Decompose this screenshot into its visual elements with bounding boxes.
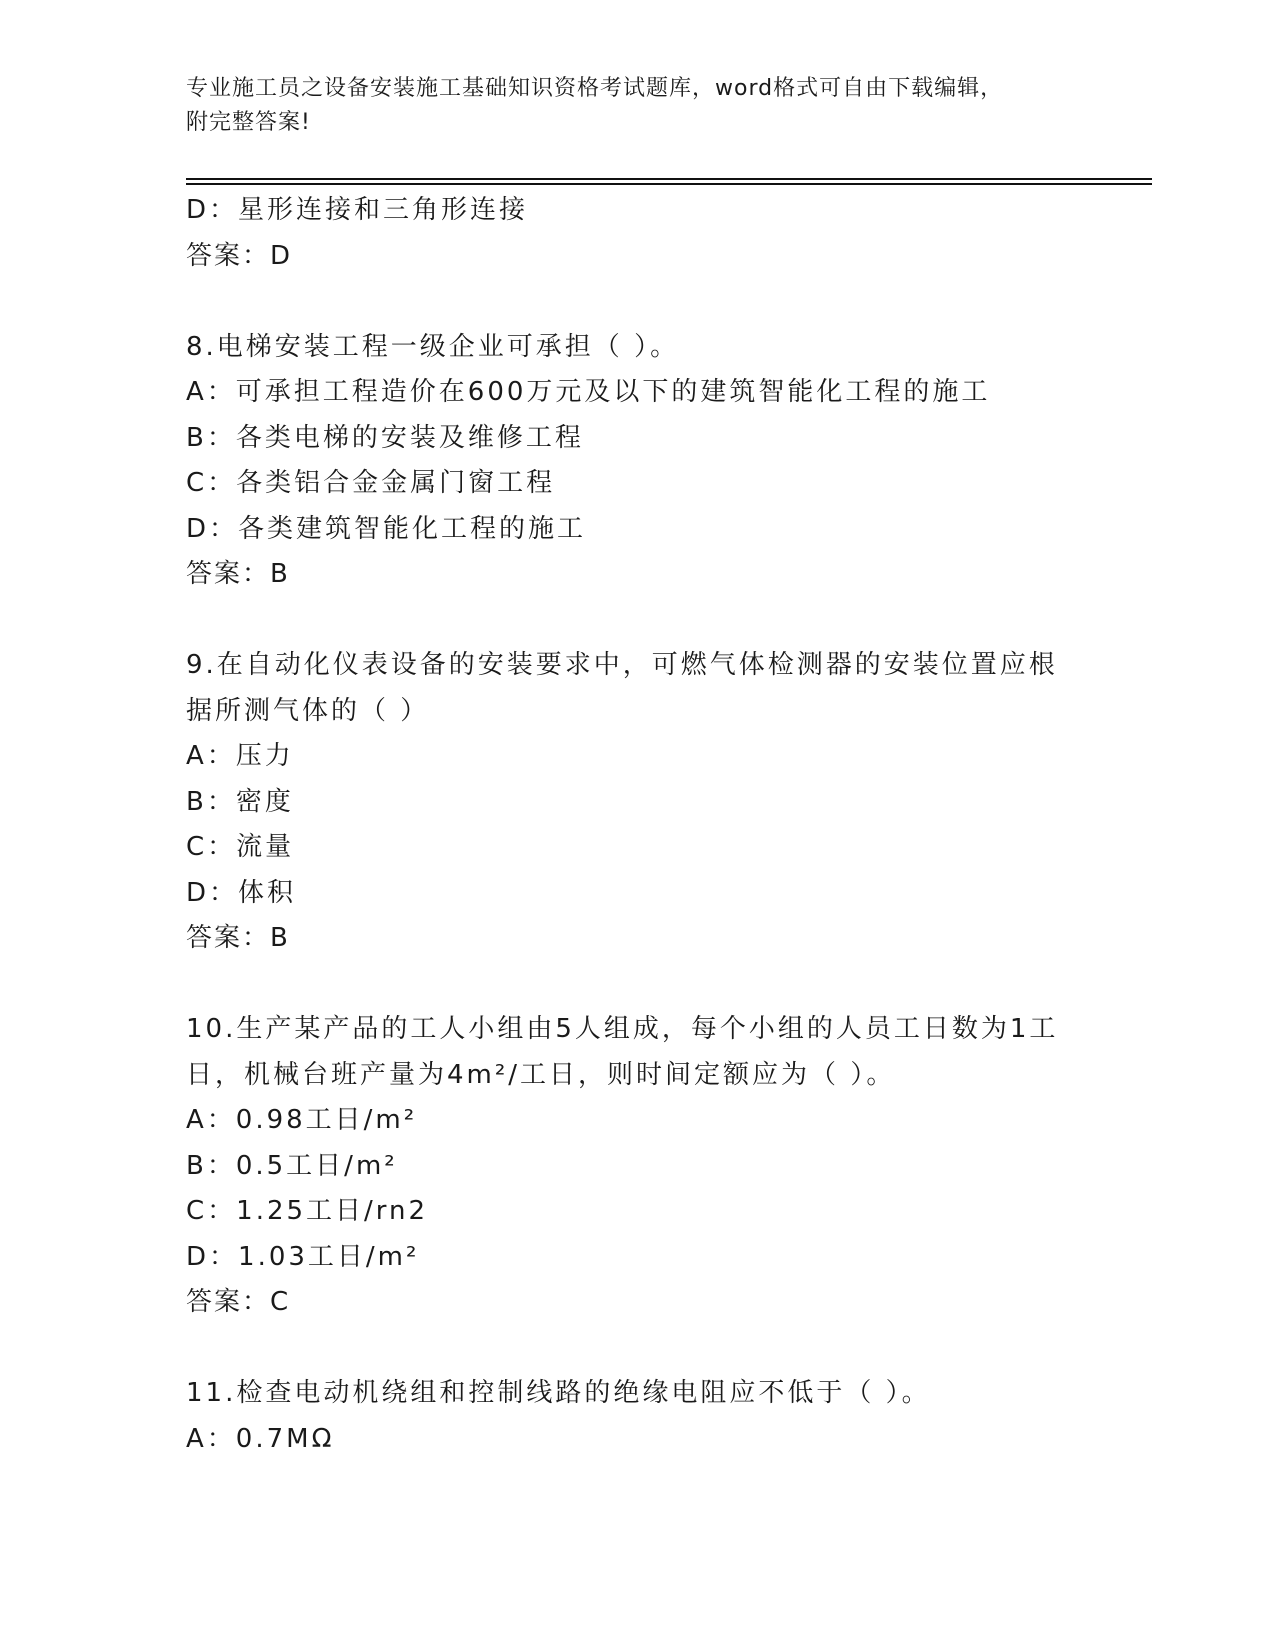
header-line-1: 专业施工员之设备安装施工基础知识资格考试题库，word格式可自由下载编辑，: [186, 76, 1004, 101]
spacer: [186, 1326, 1086, 1372]
option-a: A：0.7MΩ: [186, 1423, 335, 1454]
header-divider-top: [186, 178, 1152, 180]
question-text-line-1: 10.生产某产品的工人小组由5人组成，每个小组的人员工日数为1工: [186, 1014, 1059, 1044]
spacer: [186, 962, 1086, 1008]
header-line-2: 附完整答案!: [186, 110, 311, 135]
option-b: B：密度: [186, 786, 294, 817]
option-d: D：各类建筑智能化工程的施工: [186, 513, 587, 544]
question-7-tail: [186, 188, 1086, 279]
header-divider-bottom: [186, 183, 1152, 185]
spacer: [186, 279, 1086, 325]
question-9: [186, 643, 1086, 962]
answer: 答案：D: [186, 240, 293, 271]
option-c: C：各类铝合金金属门窗工程: [186, 468, 556, 498]
answer: 答案：B: [186, 923, 290, 953]
question-list: [186, 188, 1086, 1462]
question-text: 11.检查电动机绕组和控制线路的绝缘电阻应不低于（ ）。: [186, 1378, 931, 1408]
question-text-line-2: 据所测气体的（ ）: [186, 695, 430, 726]
option-c: C：流量: [186, 832, 295, 862]
answer: 答案：C: [186, 1287, 291, 1317]
question-11: [186, 1371, 1086, 1462]
option-d: D：星形连接和三角形连接: [186, 195, 529, 225]
option-b: B：各类电梯的安装及维修工程: [186, 422, 584, 453]
option-d: D：1.03工日/m²: [186, 1241, 420, 1272]
document-header: [186, 72, 1086, 140]
option-a: A：可承担工程造价在600万元及以下的建筑智能化工程的施工: [186, 377, 991, 407]
question-text: 8.电梯安装工程一级企业可承担（ ）。: [186, 331, 680, 362]
question-10: [186, 1007, 1086, 1326]
option-b: B：0.5工日/m²: [186, 1150, 398, 1181]
option-d: D：体积: [186, 877, 297, 908]
option-c: C：1.25工日/rn2: [186, 1196, 429, 1226]
question-text-line-1: 9.在自动化仪表设备的安装要求中，可燃气体检测器的安装位置应根: [186, 650, 1058, 680]
option-a: A：0.98工日/m²: [186, 1105, 418, 1135]
answer: 答案：B: [186, 559, 290, 589]
spacer: [186, 598, 1086, 644]
question-text-line-2: 日，机械台班产量为4m²/工日，则时间定额应为（ ）。: [186, 1059, 896, 1090]
option-a: A：压力: [186, 741, 294, 771]
question-8: [186, 325, 1086, 598]
